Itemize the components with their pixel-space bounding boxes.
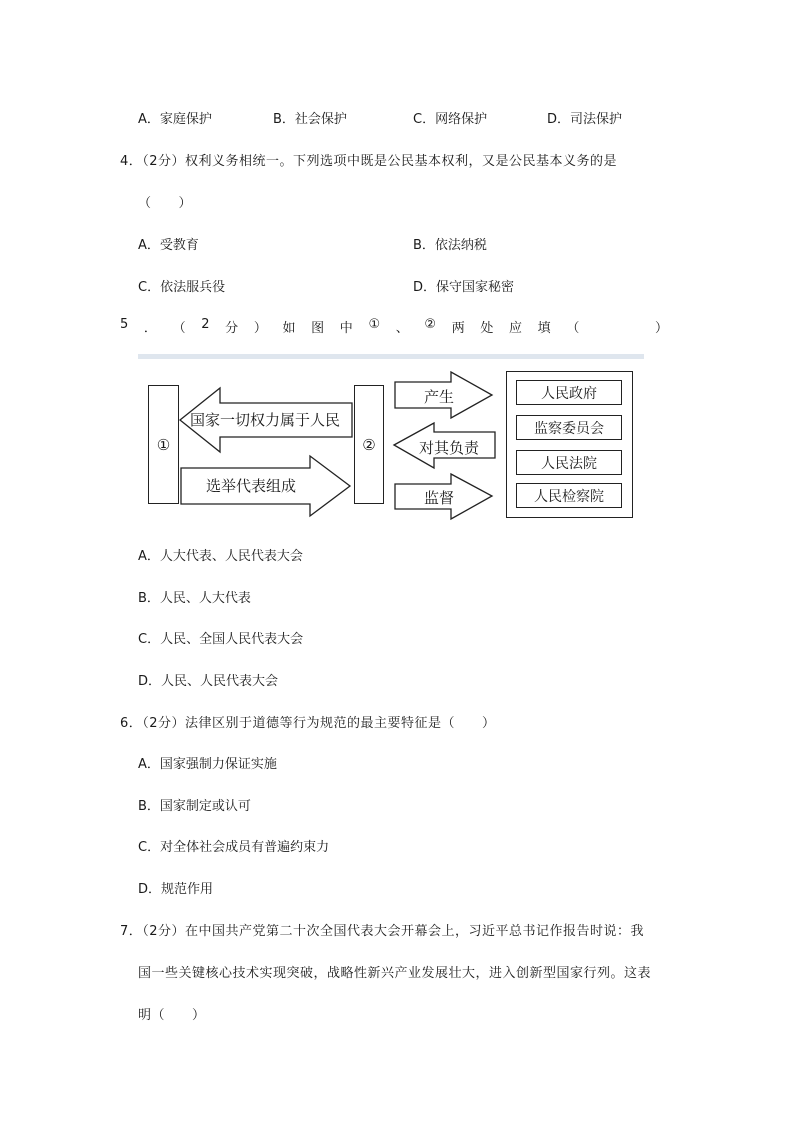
q3-option-b: B．社会保护 [273, 112, 347, 127]
q5-stem-char: 中 [339, 321, 353, 336]
arrow-responsible-label: 对其负责 [419, 439, 480, 457]
arrow-produce-label: 产生 [424, 388, 455, 406]
q5-stem-char: ） [654, 321, 668, 336]
q4-option-b: B．依法纳税 [413, 238, 487, 253]
q5-stem-char: 2 [201, 317, 210, 332]
arrow-supervise-label: 监督 [424, 489, 455, 507]
q4-stem: 4．（2分）权利义务相统一。下列选项中既是公民基本权利，又是公民基本义务的是 [120, 154, 618, 169]
q7-line-2: 国一些关键核心技术实现突破，战略性新兴产业发展壮大，进入创新型国家行列。这表 [138, 966, 652, 981]
q7-line-1: 7．（2分）在中国共产党第二十次全国代表大会开幕会上，习近平总书记作报告时说：我 [120, 924, 645, 939]
q5-stem-char: （ [566, 321, 580, 336]
organ-procuratorate: 人民检察院 [516, 483, 622, 508]
organ-court: 人民法院 [516, 450, 622, 475]
q5-stem-char: ） [253, 321, 267, 336]
q4-option-a: A．受教育 [138, 238, 199, 253]
q7-line-3: 明（ ） [138, 1008, 206, 1023]
q3-option-c: C．网络保护 [413, 112, 488, 127]
q5-stem-char: 两 [451, 321, 465, 336]
q5-option-a: A．人大代表、人民代表大会 [138, 549, 303, 564]
q5-stem-char: 图 [311, 321, 325, 336]
q5-option-d: D．人民、人民代表大会 [138, 674, 279, 689]
q5-option-c: C．人民、全国人民代表大会 [138, 632, 304, 647]
q5-stem-char: 填 [537, 321, 551, 336]
q4-option-d: D．保守国家秘密 [413, 280, 515, 295]
q5-stem-char: （ [172, 321, 186, 336]
arrow-top-left-label: 国家一切权力属于人民 [190, 411, 341, 429]
arrow-bottom-left-label: 选举代表组成 [206, 477, 297, 495]
q5-stem-char: 如 [282, 321, 296, 336]
q5-stem-char: 5 [120, 317, 129, 332]
q6-option-c: C．对全体社会成员有普遍约束力 [138, 840, 330, 855]
organ-government: 人民政府 [516, 380, 622, 405]
diagram-box-1: ① [148, 385, 179, 504]
q5-stem-char: 应 [509, 321, 523, 336]
q5-stem-char: ① [368, 317, 381, 332]
q3-option-d: D．司法保护 [547, 112, 623, 127]
q5-stem-char: ② [424, 317, 437, 332]
q3-option-a: A．家庭保护 [138, 112, 212, 127]
q5-stem [120, 317, 668, 336]
q6-stem: 6．（2分）法律区别于道德等行为规范的最主要特征是（ ） [120, 716, 496, 731]
q5-stem-char: ． [143, 321, 157, 336]
q5-stem-char: 分 [225, 321, 239, 336]
organ-supervision: 监察委员会 [516, 415, 622, 440]
diagram-box-2: ② [354, 385, 384, 504]
q5-diagram [138, 352, 644, 522]
q6-option-b: B．国家制定或认可 [138, 799, 251, 814]
q4-paren: （ ） [138, 196, 193, 211]
q5-option-b: B．人民、人大代表 [138, 591, 251, 606]
q6-option-d: D．规范作用 [138, 882, 214, 897]
q5-stem-char: 处 [480, 321, 494, 336]
q5-stem-char: 、 [395, 321, 409, 336]
q4-option-c: C．依法服兵役 [138, 280, 226, 295]
q6-option-a: A．国家强制力保证实施 [138, 757, 277, 772]
organs-container [506, 371, 633, 518]
